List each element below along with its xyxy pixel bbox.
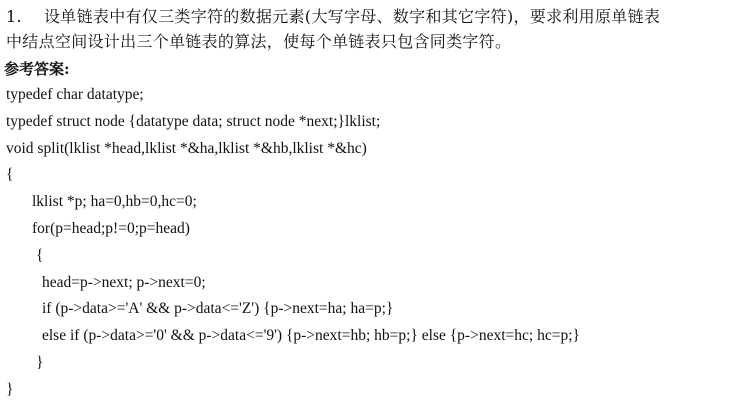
code-line: lklist *p; ha=0,hb=0,hc=0; [32,193,197,211]
code-line: } [6,380,14,398]
code-block [6,82,580,404]
code-line: else if (p->data>='0' && p->data<='9') {p->next=hb; hb=p;} else {p->next=hc; hc=p;} [42,327,580,345]
code-line: if (p->data>='A' && p->data<='Z') {p->next=ha; ha=p;} [42,300,394,318]
question-line-1 [6,4,722,29]
code-line: void split(lklist *head,lklist *&ha,lklist *&hb,lklist *&hc) [6,139,367,157]
code-line: for(p=head;p!=0;p=head) [32,219,190,237]
code-line: { [6,166,14,184]
code-line: typedef struct node {datatype data; struct node *next;}lklist; [6,112,381,130]
question-text-line1: 设单链表中有仅三类字符的数据元素(大写字母、数字和其它字符)，要求利用原单链表 [44,7,661,26]
answer-title: 参考答案: [4,60,70,78]
code-line: { [36,246,44,264]
question-number: 1. [6,7,22,26]
question-line-2: 中结点空间设计出三个单链表的算法，使每个单链表只包含同类字符。 [6,32,512,51]
code-line: } [36,353,44,371]
code-line: head=p->next; p->next=0; [42,273,206,291]
code-line: typedef char datatype; [6,86,144,103]
question-text [6,4,722,54]
